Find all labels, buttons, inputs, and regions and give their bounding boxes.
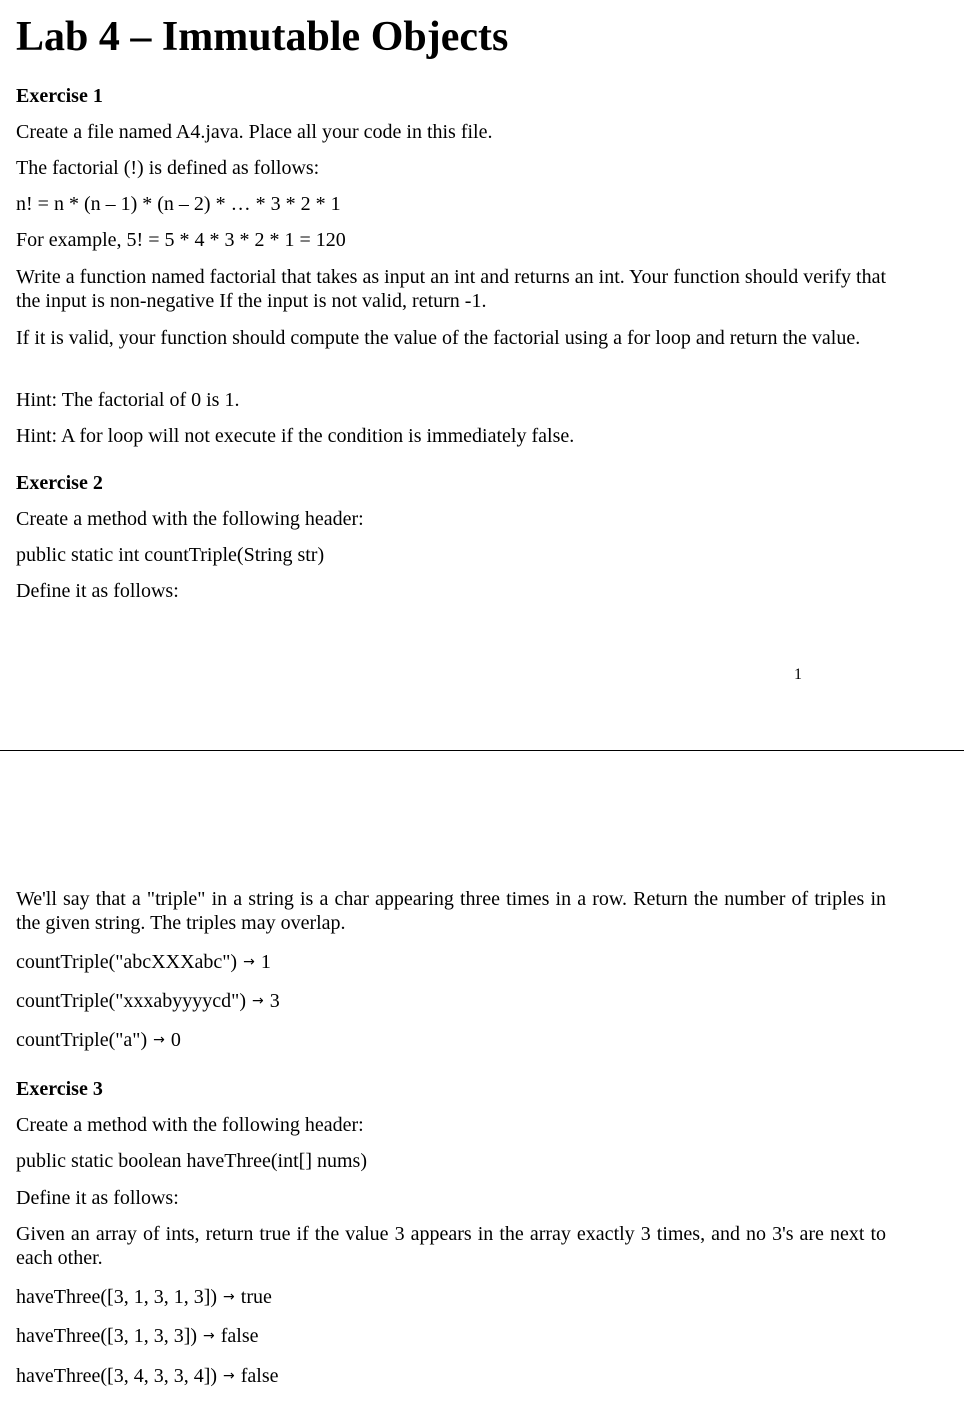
arrow-right-icon: → bbox=[153, 1032, 165, 1048]
factorial-definition: n! = n * (n – 1) * (n – 2) * … * 3 * 2 * 1 bbox=[16, 193, 341, 215]
exercise-3-paragraph: Define it as follows: bbox=[16, 1187, 179, 1209]
exercise-3-heading: Exercise 3 bbox=[16, 1078, 103, 1100]
arrow-right-icon: → bbox=[223, 1368, 235, 1384]
example-line bbox=[16, 950, 271, 974]
exercise-1-heading: Exercise 1 bbox=[16, 85, 103, 107]
exercise-3-paragraph: Create a method with the following header: bbox=[16, 1114, 364, 1136]
example-result: false bbox=[220, 1325, 259, 1347]
page-title: Lab 4 – Immutable Objects bbox=[16, 14, 509, 60]
arrow-right-icon: → bbox=[243, 954, 255, 970]
example-line bbox=[16, 1324, 259, 1348]
example-call: haveThree([3, 1, 3, 3]) bbox=[16, 1325, 198, 1347]
example-result: true bbox=[240, 1286, 272, 1308]
exercise-3-paragraph: Given an array of ints, return true if the value 3 appears in the array exactly 3 times, and no 3's are next to each other. bbox=[16, 1223, 886, 1269]
exercise-1-paragraph: If it is valid, your function should compute the value of the factorial using a for loop and return the value. bbox=[16, 327, 861, 349]
example-line bbox=[16, 989, 280, 1013]
method-header: public static int countTriple(String str) bbox=[16, 544, 325, 566]
exercise-2-paragraph: Create a method with the following header: bbox=[16, 508, 364, 530]
example-line bbox=[16, 1028, 181, 1052]
example-call: countTriple("abcXXXabc") bbox=[16, 951, 238, 973]
example-result: 1 bbox=[260, 951, 271, 973]
example-result: false bbox=[240, 1365, 279, 1387]
hint-text: Hint: The factorial of 0 is 1. bbox=[16, 389, 240, 411]
page-number: 1 bbox=[794, 666, 802, 683]
page-break-divider bbox=[0, 750, 964, 751]
example-call: countTriple("xxxabyyyycd") bbox=[16, 990, 246, 1012]
example-line bbox=[16, 1285, 272, 1309]
example-call: countTriple("a") bbox=[16, 1029, 148, 1051]
exercise-2-paragraph: We'll say that a "triple" in a string is a char appearing three times in a row. Return the number of triples in the given string. The triples may overlap. bbox=[16, 888, 886, 934]
example-line bbox=[16, 1364, 279, 1388]
exercise-2-heading: Exercise 2 bbox=[16, 472, 103, 494]
factorial-example: For example, 5! = 5 * 4 * 3 * 2 * 1 = 120 bbox=[16, 229, 346, 251]
arrow-right-icon: → bbox=[252, 993, 264, 1009]
exercise-2-paragraph: Define it as follows: bbox=[16, 580, 179, 602]
example-result: 3 bbox=[269, 990, 280, 1012]
example-call: haveThree([3, 1, 3, 1, 3]) bbox=[16, 1286, 218, 1308]
hint-text: Hint: A for loop will not execute if the condition is immediately false. bbox=[16, 425, 575, 447]
arrow-right-icon: → bbox=[203, 1328, 215, 1344]
exercise-1-paragraph: Write a function named factorial that takes as input an int and returns an int. Your function should verify that the input is non-negative If the input is not valid, return -1. bbox=[16, 266, 886, 312]
example-call: haveThree([3, 4, 3, 3, 4]) bbox=[16, 1365, 218, 1387]
exercise-1-paragraph: The factorial (!) is defined as follows: bbox=[16, 157, 320, 179]
example-result: 0 bbox=[170, 1029, 181, 1051]
arrow-right-icon: → bbox=[223, 1289, 235, 1305]
exercise-1-paragraph: Create a file named A4.java. Place all your code in this file. bbox=[16, 121, 493, 143]
method-header: public static boolean haveThree(int[] nums) bbox=[16, 1150, 367, 1172]
